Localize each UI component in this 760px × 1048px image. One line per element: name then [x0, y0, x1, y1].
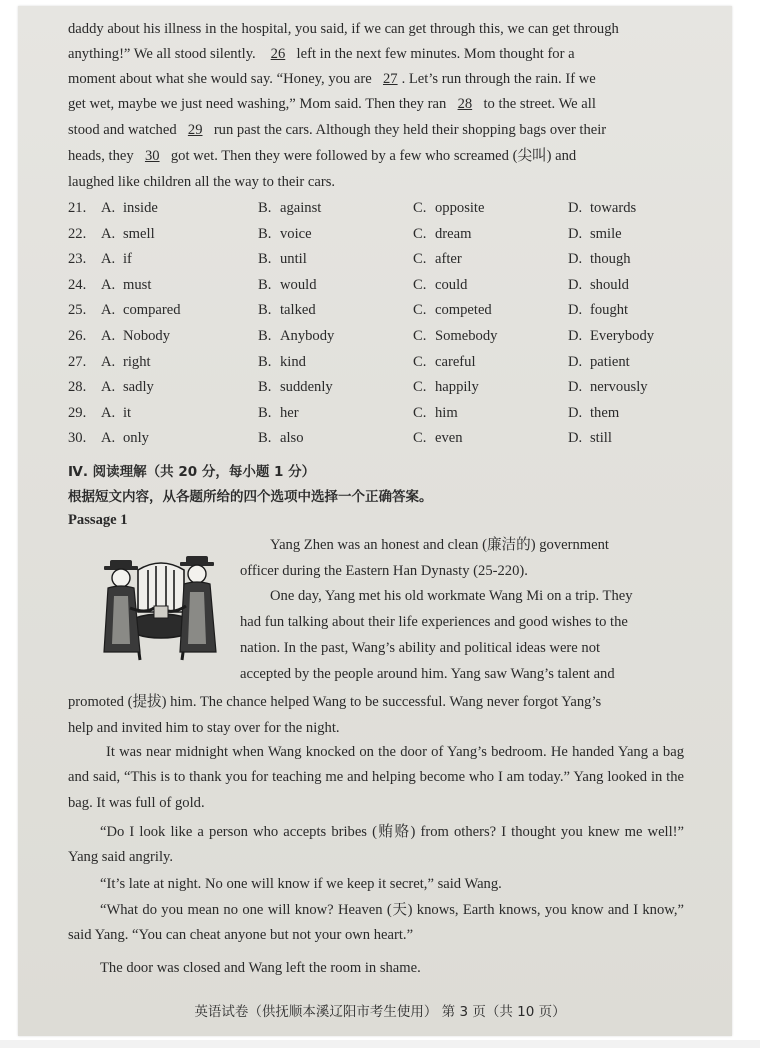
option-a: A. it [101, 404, 132, 421]
option-d: D. towards [568, 200, 637, 216]
option-d: D. fought [568, 302, 629, 319]
passage-p1-line1: Yang Zhen was an honest and clean (廉洁的) government [270, 537, 609, 553]
option-a: A. only [101, 430, 149, 447]
question-number: 24. [68, 276, 87, 293]
option-d: D. Everybody [568, 327, 655, 344]
passage-p4: “Do I look like a person who accepts bribes (贿赂) from others? I thought you knew me well!” Yang said angrily. [68, 824, 684, 866]
option-d: D. smile [568, 225, 622, 242]
option-c: C. dream [413, 225, 472, 242]
passage-p7: The door was closed and Wang left the room in shame. [100, 960, 421, 976]
option-b: B. would [258, 276, 317, 293]
passage-p2-line6: help and invited him to stay over for the night. [68, 720, 340, 736]
option-c: C. him [413, 404, 458, 421]
option-c: C. careful [413, 353, 476, 370]
option-row [68, 247, 688, 273]
option-b: B. kind [258, 353, 306, 370]
option-a: A. smell [101, 225, 155, 242]
option-d: D. patient [568, 353, 630, 370]
cloze-line-4: get wet, maybe we just need washing,” Mom said. Then they ran 28 to the street. We all [68, 96, 596, 112]
passage-title: Passage 1 [68, 512, 128, 528]
section-heading: Ⅳ. 阅读理解（共 20 分，每小题 1 分） [68, 464, 316, 480]
option-b: B. talked [258, 302, 316, 319]
option-row [68, 273, 688, 299]
passage-p6: “What do you mean no one will know? Heaven (天) knows, Earth knows, you know and I know,” said Yang. “You can cheat anyone but not your own heart.” [68, 902, 684, 944]
question-number: 30. [68, 430, 87, 447]
illustration-two-officials [100, 548, 222, 670]
option-a: A. if [101, 251, 132, 268]
cloze-line-3: moment about what she would say. “Honey, you are 27 . Let’s run through the rain. If we [68, 71, 596, 87]
option-d: D. though [568, 251, 631, 268]
option-row [68, 324, 688, 350]
blank-28: 28 [457, 96, 473, 112]
section-instruction: 根据短文内容，从各题所给的四个选项中选择一个正确答案。 [68, 489, 433, 505]
cloze-line-1: daddy about his illness in the hospital, you said, if we can get through this, we can get through [68, 21, 619, 37]
passage-p2-line1: One day, Yang met his old workmate Wang Mi on a trip. They [270, 588, 633, 604]
option-c: C. even [413, 430, 463, 447]
blank-30: 30 [144, 148, 160, 164]
page-footer: 英语试卷（供抚顺本溪辽阳市考生使用） 第 3 页（共 10 页） [194, 1004, 566, 1020]
option-c: C. competed [413, 302, 492, 319]
option-a: A. inside [101, 200, 158, 216]
question-number: 27. [68, 353, 87, 370]
option-c: C. after [413, 251, 462, 268]
option-c: C. Somebody [413, 327, 498, 344]
question-number: 25. [68, 302, 87, 319]
option-row [68, 196, 688, 222]
option-row [68, 298, 688, 324]
cloze-line-7: laughed like children all the way to their cars. [68, 174, 336, 190]
option-b: B. voice [258, 225, 312, 242]
option-c: C. happily [413, 379, 479, 396]
option-b: B. Anybody [258, 327, 335, 344]
passage-p2-line3: nation. In the past, Wang’s ability and political ideas were not [240, 640, 601, 656]
option-d: D. them [568, 404, 620, 421]
option-b: B. also [258, 430, 304, 447]
option-a: A. right [101, 353, 151, 370]
passage-p2-line5: promoted (提拔) him. The chance helped Wang to be successful. Wang never forgot Yang’s [68, 694, 602, 710]
passage-p3: It was near midnight when Wang knocked on the door of Yang’s bedroom. He handed Yang a bag and said, “This is to thank you for teaching me and helping become who I am today.” Yang looked in the bag. It was full of gold. [68, 744, 684, 811]
option-b: B. her [258, 404, 299, 421]
options-list [68, 196, 688, 452]
option-a: A. sadly [101, 379, 154, 396]
option-row [68, 222, 688, 248]
cloze-line-6: heads, they 30 got wet. Then they were followed by a few who screamed (尖叫) and [68, 148, 577, 164]
passage-p2-line4: accepted by the people around him. Yang saw Wang’s talent and [240, 666, 615, 682]
option-row [68, 350, 688, 376]
option-a: A. compared [101, 302, 181, 319]
question-number: 21. [68, 200, 87, 216]
passage-p2-line2: had fun talking about their life experiences and good wishes to the [240, 614, 628, 630]
question-number: 22. [68, 225, 87, 242]
question-number: 23. [68, 251, 87, 268]
option-b: B. against [258, 200, 322, 216]
question-number: 26. [68, 327, 87, 344]
blank-29: 29 [187, 122, 203, 138]
option-d: D. still [568, 430, 612, 447]
blank-27: 27 [383, 71, 398, 87]
option-d: D. should [568, 276, 629, 293]
question-number: 28. [68, 379, 87, 396]
option-a: A. Nobody [101, 327, 171, 344]
option-b: B. until [258, 251, 307, 268]
passage-p5: “It’s late at night. No one will know if we keep it secret,” said Wang. [100, 876, 502, 892]
option-row [68, 426, 688, 452]
cloze-line-2: anything!” We all stood silently. 26 left in the next few minutes. Mom thought for a [68, 46, 575, 62]
option-c: C. opposite [413, 200, 485, 216]
option-row [68, 375, 688, 401]
passage-p1-line2: officer during the Eastern Han Dynasty (25-220). [240, 563, 528, 579]
option-b: B. suddenly [258, 379, 333, 396]
option-row [68, 401, 688, 427]
option-d: D. nervously [568, 379, 648, 396]
question-number: 29. [68, 404, 87, 421]
page-bottom-edge [0, 1040, 760, 1048]
option-c: C. could [413, 276, 468, 293]
option-a: A. must [101, 276, 152, 293]
blank-26: 26 [270, 46, 286, 62]
cloze-line-5: stood and watched 29 run past the cars. Although they held their shopping bags over their [68, 122, 607, 138]
